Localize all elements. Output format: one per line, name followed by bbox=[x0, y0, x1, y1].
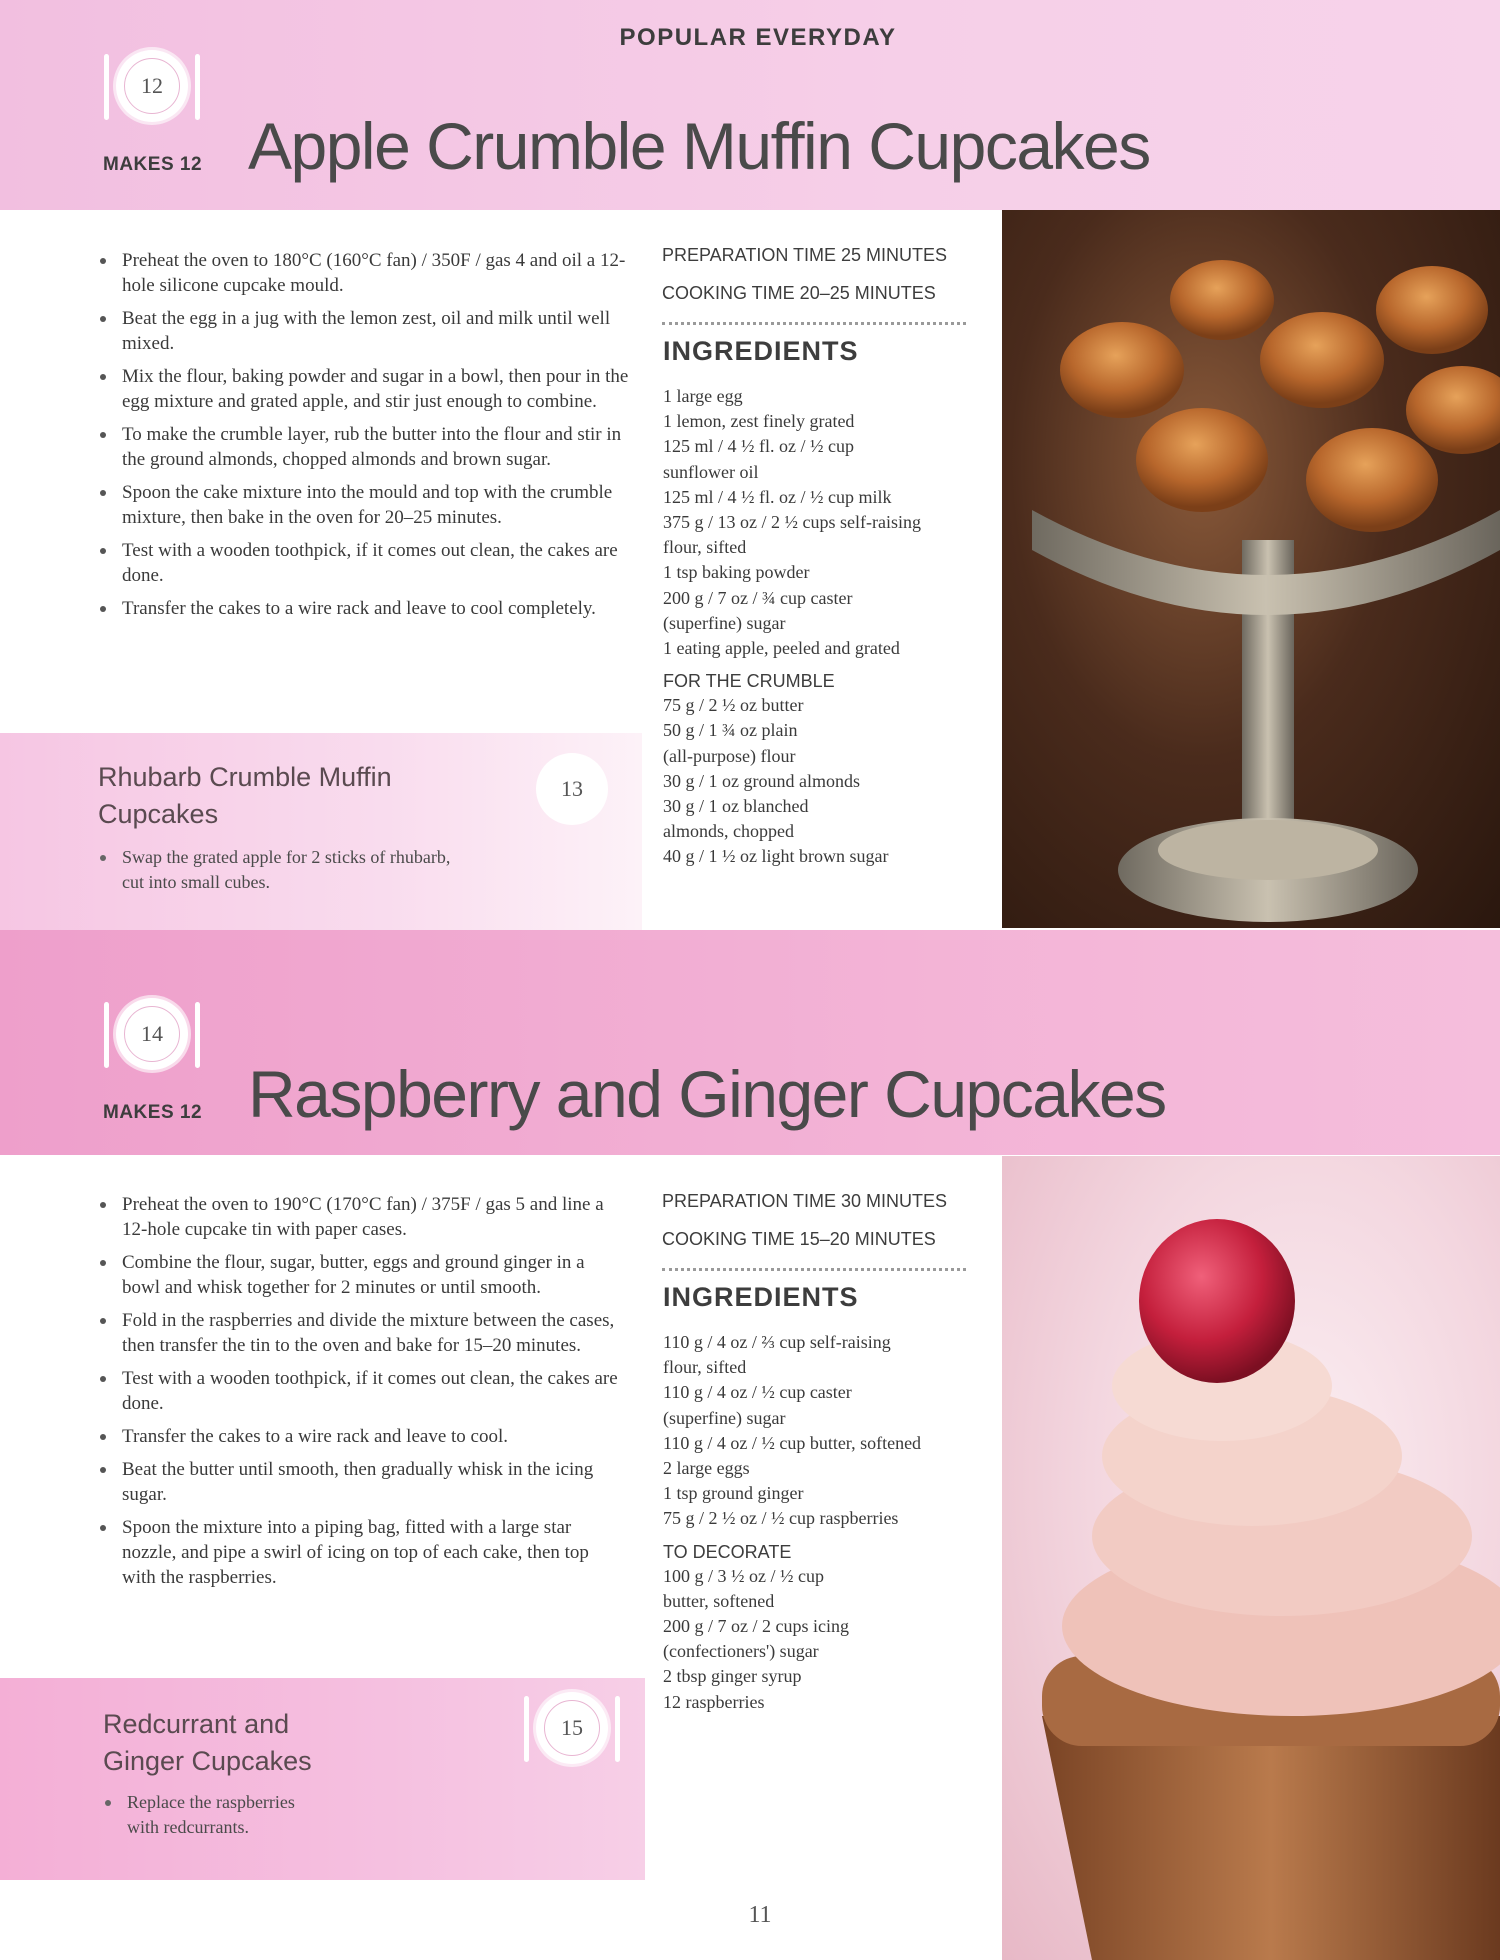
variation-text-line-2: cut into small cubes. bbox=[122, 872, 270, 892]
variation-text-line: Swap the grated apple for 2 sticks of rhubarb, bbox=[98, 845, 450, 870]
prep-time: PREPARATION TIME 30 MINUTES bbox=[662, 1191, 948, 1211]
fork-icon bbox=[524, 1696, 529, 1762]
recipe-title: Apple Crumble Muffin Cupcakes bbox=[248, 109, 1150, 183]
variation-text-line bbox=[98, 870, 450, 895]
knife-icon bbox=[195, 1002, 200, 1068]
ingredients-list bbox=[663, 1330, 993, 1715]
variation-title-line: Rhubarb Crumble Muffin bbox=[98, 762, 392, 792]
photo-illustration bbox=[1002, 210, 1500, 928]
ingredient-line: (superfine) sugar bbox=[663, 1407, 786, 1428]
variation-text-line bbox=[103, 1815, 295, 1840]
variation-title bbox=[103, 1706, 312, 1780]
method-step: Fold in the raspberries and divide the mixture between the cases, then transfer the tin to the oven and bake for 15–20 minutes. bbox=[98, 1308, 618, 1358]
ingredient-line: 75 g / 2 ½ oz butter bbox=[663, 695, 804, 716]
method-step: Mix the flour, baking powder and sugar in a bowl, then pour in the egg mixture and grated apple, and stir just enough to combine. bbox=[98, 364, 638, 414]
method-step: Preheat the oven to 180°C (160°C fan) / 350F / gas 4 and oil a 12-hole silicone cupcake mould. bbox=[98, 248, 638, 298]
method-step: Test with a wooden toothpick, if it comes out clean, the cakes are done. bbox=[98, 538, 638, 588]
fork-icon bbox=[104, 54, 109, 120]
ingredient-line: almonds, chopped bbox=[663, 821, 794, 842]
photo-illustration bbox=[1002, 1156, 1500, 1960]
ingredient-line: 1 tsp ground ginger bbox=[663, 1483, 804, 1504]
running-head: POPULAR EVERYDAY bbox=[619, 24, 897, 51]
ingredient-line: sunflower oil bbox=[663, 461, 759, 482]
method-step: Transfer the cakes to a wire rack and leave to cool. bbox=[98, 1424, 618, 1449]
ingredient-line: 125 ml / 4 ½ fl. oz / ½ cup milk bbox=[663, 486, 892, 507]
variation-text-line: Replace the raspberries bbox=[103, 1790, 295, 1815]
variation-list bbox=[103, 1790, 295, 1840]
ingredient-line: 110 g / 4 oz / ½ cup butter, softened bbox=[663, 1432, 922, 1453]
ingredient-line: (all-purpose) flour bbox=[663, 745, 796, 766]
sub-heading: TO DECORATE bbox=[663, 1541, 792, 1562]
ingredient-line: 75 g / 2 ½ oz / ½ cup raspberries bbox=[663, 1508, 899, 1529]
variation-box bbox=[0, 1678, 645, 1880]
ingredient-line: 50 g / 1 ¾ oz plain bbox=[663, 720, 798, 741]
method-list bbox=[98, 248, 638, 629]
times-block bbox=[662, 1182, 947, 1258]
ingredient-line: 30 g / 1 oz blanched bbox=[663, 796, 809, 817]
variation-text-line-2: with redcurrants. bbox=[127, 1817, 249, 1837]
ingredient-line: (confectioners') sugar bbox=[663, 1641, 819, 1662]
makes-label: MAKES 12 bbox=[103, 154, 203, 175]
ingredients-list bbox=[663, 384, 993, 870]
ingredient-line: 40 g / 1 ½ oz light brown sugar bbox=[663, 846, 889, 867]
dotted-divider bbox=[662, 1268, 966, 1271]
ingredients-heading: INGREDIENTS bbox=[663, 1282, 859, 1312]
plate-cutlery-icon bbox=[520, 1692, 624, 1768]
variation-number: 15 bbox=[544, 1700, 600, 1756]
method-list bbox=[98, 1192, 618, 1598]
method-step: Beat the egg in a jug with the lemon zest, oil and milk until well mixed. bbox=[98, 306, 638, 356]
recipe-number: 14 bbox=[124, 1006, 180, 1062]
page-number: 11 bbox=[748, 1902, 772, 1928]
method-step: Transfer the cakes to a wire rack and leave to cool completely. bbox=[98, 596, 638, 621]
variation-title-line: Cupcakes bbox=[98, 799, 219, 829]
plate-icon bbox=[536, 1692, 608, 1764]
ingredient-line: flour, sifted bbox=[663, 537, 747, 558]
sub-heading: FOR THE CRUMBLE bbox=[663, 671, 835, 692]
ingredient-line: 200 g / 7 oz / 2 cups icing bbox=[663, 1616, 849, 1637]
ingredient-line: 1 tsp baking powder bbox=[663, 562, 810, 583]
knife-icon bbox=[615, 1696, 620, 1762]
cook-time: COOKING TIME 20–25 MINUTES bbox=[662, 283, 936, 303]
ingredient-line: 2 tbsp ginger syrup bbox=[663, 1666, 802, 1687]
plate-cutlery-icon bbox=[100, 50, 204, 126]
method-step: To make the crumble layer, rub the butter into the flour and stir in the ground almonds, chopped almonds and brown sugar. bbox=[98, 422, 638, 472]
photo-apple-crumble-cupcakes bbox=[1002, 210, 1500, 928]
prep-time: PREPARATION TIME 25 MINUTES bbox=[662, 245, 948, 265]
fork-icon bbox=[104, 1002, 109, 1068]
plate-icon bbox=[116, 50, 188, 122]
ingredient-line: 30 g / 1 oz ground almonds bbox=[663, 770, 860, 791]
variation-title-line: Redcurrant and bbox=[103, 1709, 290, 1739]
variation-number: 13 bbox=[536, 753, 608, 825]
variation-box bbox=[0, 733, 642, 930]
ingredient-line: 375 g / 13 oz / 2 ½ cups self-raising bbox=[663, 512, 921, 533]
method-step: Beat the butter until smooth, then gradually whisk in the icing sugar. bbox=[98, 1457, 618, 1507]
dotted-divider bbox=[662, 322, 966, 325]
ingredient-line: 1 eating apple, peeled and grated bbox=[663, 638, 900, 659]
variation-title bbox=[98, 759, 392, 833]
cook-time: COOKING TIME 15–20 MINUTES bbox=[662, 1229, 936, 1249]
ingredient-line: 1 lemon, zest finely grated bbox=[663, 411, 855, 432]
ingredient-line: 110 g / 4 oz / ⅔ cup self-raising bbox=[663, 1332, 891, 1352]
method-step: Preheat the oven to 190°C (170°C fan) / 375F / gas 5 and line a 12-hole cupcake tin with paper cases. bbox=[98, 1192, 618, 1242]
makes-label: MAKES 12 bbox=[103, 1102, 203, 1123]
ingredient-line: 200 g / 7 oz / ¾ cup caster bbox=[663, 587, 853, 608]
ingredient-line: (superfine) sugar bbox=[663, 612, 786, 633]
plate-cutlery-icon bbox=[100, 998, 204, 1074]
method-step: Spoon the mixture into a piping bag, fitted with a large star nozzle, and pipe a swirl of icing on top of each cake, then top with the raspberries. bbox=[98, 1515, 618, 1590]
method-step: Spoon the cake mixture into the mould and top with the crumble mixture, then bake in the oven for 20–25 minutes. bbox=[98, 480, 638, 530]
ingredient-line: 100 g / 3 ½ oz / ½ cup bbox=[663, 1565, 824, 1586]
ingredient-line: 2 large eggs bbox=[663, 1458, 750, 1479]
times-block bbox=[662, 236, 947, 312]
method-step: Test with a wooden toothpick, if it comes out clean, the cakes are done. bbox=[98, 1366, 618, 1416]
ingredient-line: 1 large egg bbox=[663, 386, 743, 406]
ingredient-line: butter, softened bbox=[663, 1590, 775, 1611]
variation-title-line: Ginger Cupcakes bbox=[103, 1746, 312, 1776]
photo-raspberry-ginger-cupcake bbox=[1002, 1156, 1500, 1960]
ingredient-line: flour, sifted bbox=[663, 1357, 747, 1378]
ingredient-line: 110 g / 4 oz / ½ cup caster bbox=[663, 1382, 852, 1403]
plate-icon bbox=[116, 998, 188, 1070]
method-step: Combine the flour, sugar, butter, eggs and ground ginger in a bowl and whisk together for 2 minutes or until smooth. bbox=[98, 1250, 618, 1300]
variation-list bbox=[98, 845, 450, 895]
recipe-title: Raspberry and Ginger Cupcakes bbox=[248, 1057, 1166, 1131]
recipe-number: 12 bbox=[124, 58, 180, 114]
ingredient-line: 125 ml / 4 ½ fl. oz / ½ cup bbox=[663, 436, 854, 457]
ingredients-heading: INGREDIENTS bbox=[663, 336, 859, 366]
knife-icon bbox=[195, 54, 200, 120]
ingredient-line: 12 raspberries bbox=[663, 1691, 765, 1712]
